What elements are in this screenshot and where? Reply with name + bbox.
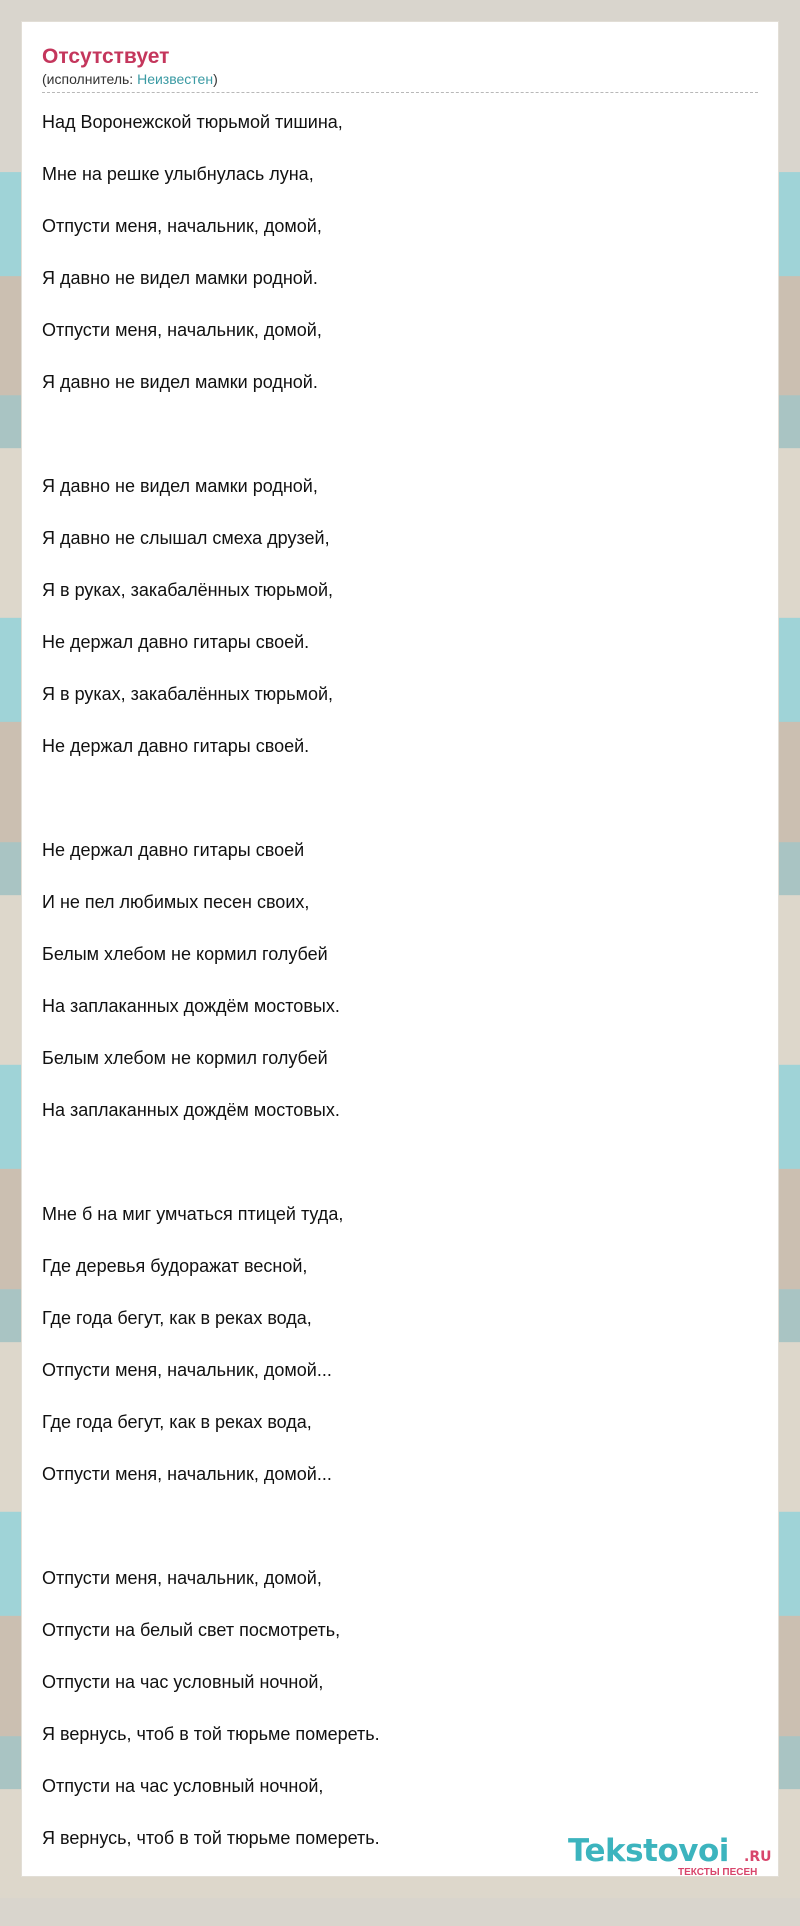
- artist-line: [42, 70, 758, 88]
- lyric-line: Отпусти меня, начальник, домой...: [42, 1464, 332, 1484]
- lyric-line: Я давно не видел мамки родной.: [42, 372, 318, 392]
- lyric-line: Отпусти меня, начальник, домой,: [42, 320, 322, 340]
- lyric-line: На заплаканных дождём мостовых.: [42, 996, 340, 1016]
- logo-subtitle: ТЕКСТЫ ПЕСЕН: [678, 1867, 758, 1878]
- lyric-line: Я в руках, закабалённых тюрьмой,: [42, 580, 334, 600]
- lyric-line: На заплаканных дождём мостовых.: [42, 1100, 340, 1120]
- tekstovoi-logo[interactable]: [568, 1834, 772, 1882]
- artist-prefix: (исполнитель:: [42, 71, 138, 87]
- lyric-line: И не пел любимых песен своих,: [42, 892, 310, 912]
- lyric-line: Где деревья будоражат весной,: [42, 1256, 308, 1276]
- header-divider: [42, 92, 758, 93]
- lyric-line: Я вернусь, чтоб в той тюрьме помереть.: [42, 1828, 380, 1848]
- lyric-line: Отпусти на белый свет посмотреть,: [42, 1620, 341, 1640]
- stanza-3: [42, 834, 758, 1146]
- lyric-line: Не держал давно гитары своей.: [42, 736, 310, 756]
- song-title: Отсутствует: [42, 45, 170, 68]
- lyric-line: Отпусти на час условный ночной,: [42, 1672, 324, 1692]
- lyric-line: Отпусти меня, начальник, домой...: [42, 1360, 332, 1380]
- lyric-line: Белым хлебом не кормил голубей: [42, 1048, 328, 1068]
- lyric-line: Не держал давно гитары своей.: [42, 632, 310, 652]
- logo-wordmark: Tekstovoi: [568, 1833, 729, 1869]
- lyric-line: Я вернусь, чтоб в той тюрьме помереть.: [42, 1724, 380, 1744]
- lyrics-card: [22, 22, 778, 1876]
- stanza-4: [42, 1198, 758, 1510]
- lyric-line: Я давно не видел мамки родной.: [42, 268, 318, 288]
- lyrics-body: [42, 106, 758, 1926]
- lyric-line: Где года бегут, как в реках вода,: [42, 1308, 312, 1328]
- lyric-line: Белым хлебом не кормил голубей: [42, 944, 328, 964]
- lyric-line: Я давно не слышал смеха друзей,: [42, 528, 330, 548]
- lyric-line: Отпусти меня, начальник, домой,: [42, 1568, 322, 1588]
- stanza-5: [42, 1562, 758, 1874]
- lyric-line: Над Воронежской тюрьмой тишина,: [42, 112, 343, 132]
- lyric-line: Где года бегут, как в реках вода,: [42, 1412, 312, 1432]
- lyric-line: Не держал давно гитары своей: [42, 840, 305, 860]
- stanza-1: [42, 106, 758, 418]
- lyric-line: Отпусти на час условный ночной,: [42, 1776, 324, 1796]
- lyric-line: Отпусти меня, начальник, домой,: [42, 216, 322, 236]
- lyric-line: Мне б на миг умчаться птицей туда,: [42, 1204, 344, 1224]
- stanza-2: [42, 470, 758, 782]
- lyric-line: Мне на решке улыбнулась луна,: [42, 164, 314, 184]
- lyric-line: Я давно не видел мамки родной,: [42, 476, 318, 496]
- logo-domain: .RU: [744, 1849, 772, 1865]
- lyric-line: Я в руках, закабалённых тюрьмой,: [42, 684, 334, 704]
- song-header: [42, 44, 758, 88]
- artist-link[interactable]: Неизвестен: [137, 71, 214, 87]
- artist-suffix: ): [213, 71, 218, 87]
